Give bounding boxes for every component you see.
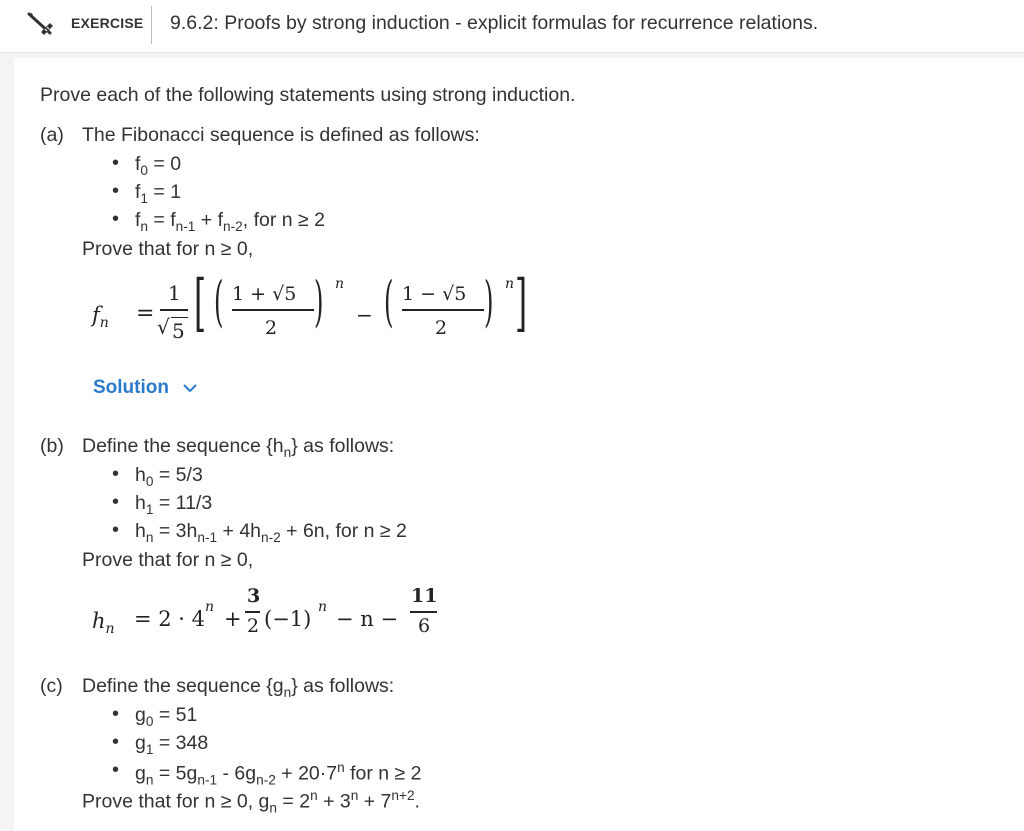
part-c-item-g1: $g_1 = 348$ bbox=[135, 732, 209, 757]
solution-toggle[interactable] bbox=[93, 377, 197, 399]
frac-denominator: 6 bbox=[418, 615, 431, 637]
part-b-item-recurrence: $h_n = 3h_{n-1} + 4h_{n-2} + 6n$, for n ≥ 2 bbox=[135, 520, 407, 545]
fraction-bar bbox=[402, 309, 484, 311]
part-c-text: Define the sequence $\{g_n\}$ as follows: bbox=[82, 675, 395, 700]
exponent-n: n bbox=[318, 599, 328, 615]
bullet-dot: • bbox=[112, 703, 120, 725]
part-b-prove: Prove that for n ≥ 0, bbox=[82, 549, 254, 571]
part-b-item-h0: $h_0 = 5/3$ bbox=[135, 464, 203, 489]
exercise-body bbox=[14, 58, 1024, 831]
bullet-dot: • bbox=[112, 208, 120, 230]
chevron-down-icon bbox=[183, 383, 197, 393]
part-c-item-recurrence: $g_n = 5g_{n-1} - 6g_{n-2} + 20\cdot 7^n$ for n ≥ 2 bbox=[135, 760, 422, 788]
header-divider bbox=[151, 6, 152, 44]
exponent-n: n bbox=[505, 276, 515, 292]
phi-denominator: 2 bbox=[265, 317, 278, 339]
fraction-bar bbox=[232, 309, 314, 311]
part-b-item-h1: $h_1 = 11/3$ bbox=[135, 492, 213, 517]
formula-lhs: $h_n$ bbox=[92, 609, 115, 638]
fraction-bar bbox=[245, 611, 260, 613]
bullet-dot: • bbox=[112, 759, 120, 781]
exercise-header bbox=[0, 0, 1024, 53]
left-paren: ( bbox=[214, 270, 224, 333]
formula-term: − n − bbox=[336, 607, 399, 631]
formula-lhs: $f_n$ bbox=[92, 303, 109, 332]
bullet-dot: • bbox=[112, 463, 120, 485]
formula-term: (−1) bbox=[264, 607, 312, 631]
part-c-marker: (c) bbox=[40, 675, 63, 697]
exercise-label: EXERCISE bbox=[71, 15, 144, 31]
psi-numerator: 1 − √5 bbox=[402, 283, 467, 305]
formula-minus: − bbox=[356, 303, 373, 327]
frac-denominator: 5 bbox=[172, 319, 185, 343]
exponent-n: n bbox=[205, 599, 215, 615]
part-c-prove: Prove that for n ≥ 0, $g_n = 2^n + 3^n + 7^{n+2}$. bbox=[82, 788, 420, 816]
pencil-ruler-icon bbox=[26, 10, 54, 38]
part-a-item-recurrence: $f_n = f_{n-1} + f_{n-2}$, for n ≥ 2 bbox=[135, 209, 326, 234]
solution-label: Solution bbox=[93, 377, 169, 398]
exercise-title: 9.6.2: Proofs by strong induction - explicit formulas for recurrence relations. bbox=[170, 12, 819, 34]
part-c-item-g0: $g_0 = 51$ bbox=[135, 704, 198, 729]
frac-numerator: 11 bbox=[411, 585, 438, 607]
right-paren: ) bbox=[484, 270, 494, 333]
formula-term: = 2 · 4 bbox=[134, 607, 206, 631]
part-a-text: The Fibonacci sequence is defined as follows: bbox=[82, 124, 480, 146]
psi-denominator: 2 bbox=[435, 317, 448, 339]
part-a-marker: (a) bbox=[40, 124, 64, 146]
part-a-item-f0: $f_0 = 0$ bbox=[135, 153, 182, 178]
intro-text: Prove each of the following statements using strong induction. bbox=[40, 84, 576, 106]
sqrt-sign: √ bbox=[157, 315, 170, 339]
left-paren: ( bbox=[384, 270, 394, 333]
formula-equals: = bbox=[136, 301, 155, 326]
bullet-dot: • bbox=[112, 491, 120, 513]
right-bracket: ] bbox=[515, 266, 528, 339]
fraction-bar bbox=[160, 309, 188, 311]
phi-numerator: 1 + √5 bbox=[232, 283, 297, 305]
bullet-dot: • bbox=[112, 180, 120, 202]
frac-numerator: 3 bbox=[247, 585, 261, 607]
bullet-dot: • bbox=[112, 152, 120, 174]
formula-plus: + bbox=[224, 607, 242, 631]
frac-denominator: 2 bbox=[247, 615, 260, 637]
bullet-dot: • bbox=[112, 731, 120, 753]
part-b-marker: (b) bbox=[40, 435, 64, 457]
part-a-prove: Prove that for n ≥ 0, bbox=[82, 238, 254, 260]
left-bracket: [ bbox=[194, 266, 207, 339]
part-b-text: Define the sequence $\{h_n\}$ as follows: bbox=[82, 435, 395, 460]
exponent-n: n bbox=[335, 276, 345, 292]
right-paren: ) bbox=[314, 270, 324, 333]
bullet-dot: • bbox=[112, 519, 120, 541]
part-a-item-f1: $f_1 = 1$ bbox=[135, 181, 182, 206]
frac-numerator: 1 bbox=[168, 281, 181, 305]
fraction-bar bbox=[410, 611, 437, 613]
